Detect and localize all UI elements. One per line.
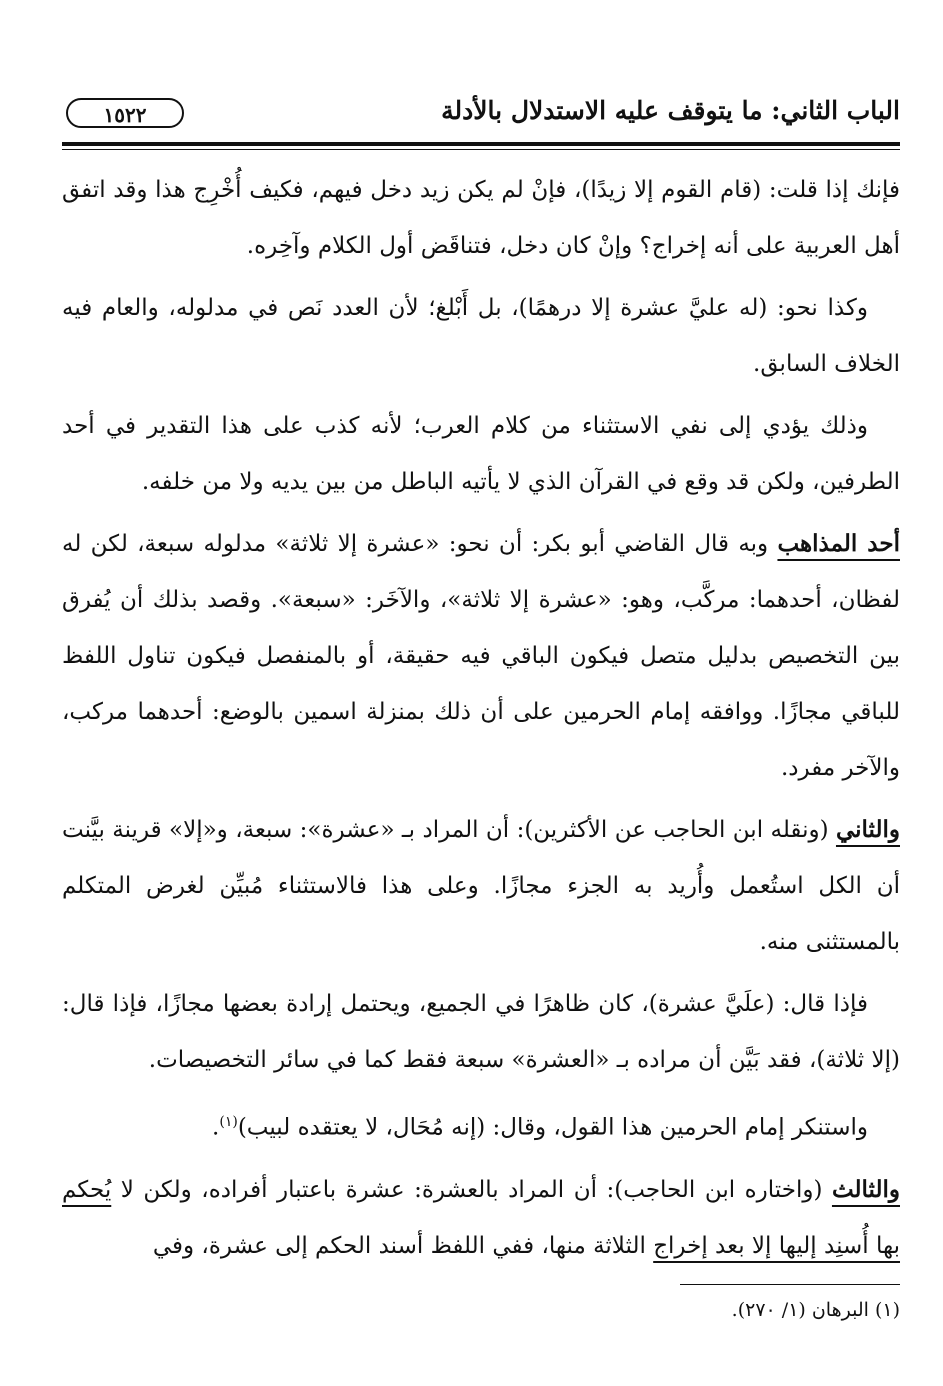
paragraph xyxy=(62,1094,900,1156)
paragraph-text: واستنكر إمام الحرمين هذا القول، وقال: (إنه مُحَال، لا يعتقده لبيب) xyxy=(237,1114,868,1141)
section-lead: والثاني xyxy=(835,816,900,843)
paragraph-text: فإذا قال: (علَيَّ عشرة)، كان ظاهرًا في الجميع، ويحتمل إرادة بعضها مجازًا، فإذا قال: (إلا ثلاثة)، فقد بَيَّن أن مراده بـ «العشرة» سبعة فقط كما في سائر التخصيصات. xyxy=(62,991,900,1073)
paragraph-tail: . xyxy=(212,1114,220,1141)
footnote-rule xyxy=(680,1284,900,1285)
paragraph-tail: الثلاثة منها، ففي اللفظ أسند الحكم إلى عشرة، وفي xyxy=(152,1232,654,1259)
paragraph xyxy=(62,976,900,1088)
header-rule-thin xyxy=(62,149,900,150)
paragraph xyxy=(62,162,900,274)
body-text xyxy=(62,162,900,1274)
paragraph-text: وذلك يؤدي إلى نفي الاستثناء من كلام العرب؛ لأنه كذب على هذا التقدير في أحد الطرفين، ولكن قد وقع في القرآن الذي لا يأتيه الباطل من بين يديه ولا من خلفه. xyxy=(62,413,900,495)
page-header xyxy=(62,92,900,140)
paragraph xyxy=(62,398,900,510)
chapter-title: الباب الثاني: ما يتوقف عليه الاستدلال بالأدلة xyxy=(441,96,900,125)
paragraph-text: (ونقله ابن الحاجب عن الأكثرين): أن المراد بـ «عشرة»: سبعة، و«إلا» قرينة بيَّنت أن الكل استُعمل وأُريد به الجزء مجازًا. وعلى هذا فالاستثناء مُبيِّن لغرض المتكلم بالمستثنى منه. xyxy=(62,817,900,955)
paragraph-text: وكذا نحو: (له عليَّ عشرة إلا درهمًا)، بل أَبْلغ؛ لأن العدد نَص في مدلوله، والعام فيه الخلاف السابق. xyxy=(62,295,900,377)
page-number-badge: ١٥٢٢ xyxy=(66,98,184,128)
page xyxy=(62,92,900,1327)
paragraph-text: فإنك إذا قلت: (قام القوم إلا زيدًا)، فإنْ لم يكن زيد دخل فيهم، فكيف أُخْرِج هذا وقد اتفق أهل العربية على أنه إخراج؟ وإنْ كان دخل، فتناقَض أول الكلام وآخِره. xyxy=(62,177,900,259)
paragraph xyxy=(62,280,900,392)
footnote: (١) البرهان (١/ ٢٧٠). xyxy=(731,1298,900,1321)
paragraph-text: (واختاره ابن الحاجب): أن المراد بالعشرة: عشرة باعتبار أفراده، ولكن لا xyxy=(111,1176,832,1203)
paragraph xyxy=(62,516,900,796)
paragraph xyxy=(62,1162,900,1274)
paragraph-text: وبه قال القاضي أبو بكر: أن نحو: «عشرة إلا ثلاثة» مدلوله سبعة، لكن له لفظان، أحدهما: مركَّب، وهو: «عشرة إلا ثلاثة»، والآخَر: «سبعة». وقصد بذلك أن يُفرق بين التخصيص بدليل متصل فيكون الباقي فيه حقيقة، أو بالمنفصل فيكون تناول اللفظ للباقي مجازًا. ووافقه إمام الحرمين على أن ذلك بمنزلة اسمين بالوضع: أحدهما مركب، والآخر مفرد. xyxy=(62,531,900,781)
header-rule-thick xyxy=(62,142,900,146)
section-lead: أحد المذاهب xyxy=(777,530,900,557)
footnote-marker: (١) xyxy=(219,1114,238,1130)
section-lead: والثالث xyxy=(831,1175,900,1203)
paragraph xyxy=(62,802,900,970)
underlined-phrase: يُحكم بها أُسنِد إليها إلا بعد إخراج xyxy=(62,1176,900,1259)
